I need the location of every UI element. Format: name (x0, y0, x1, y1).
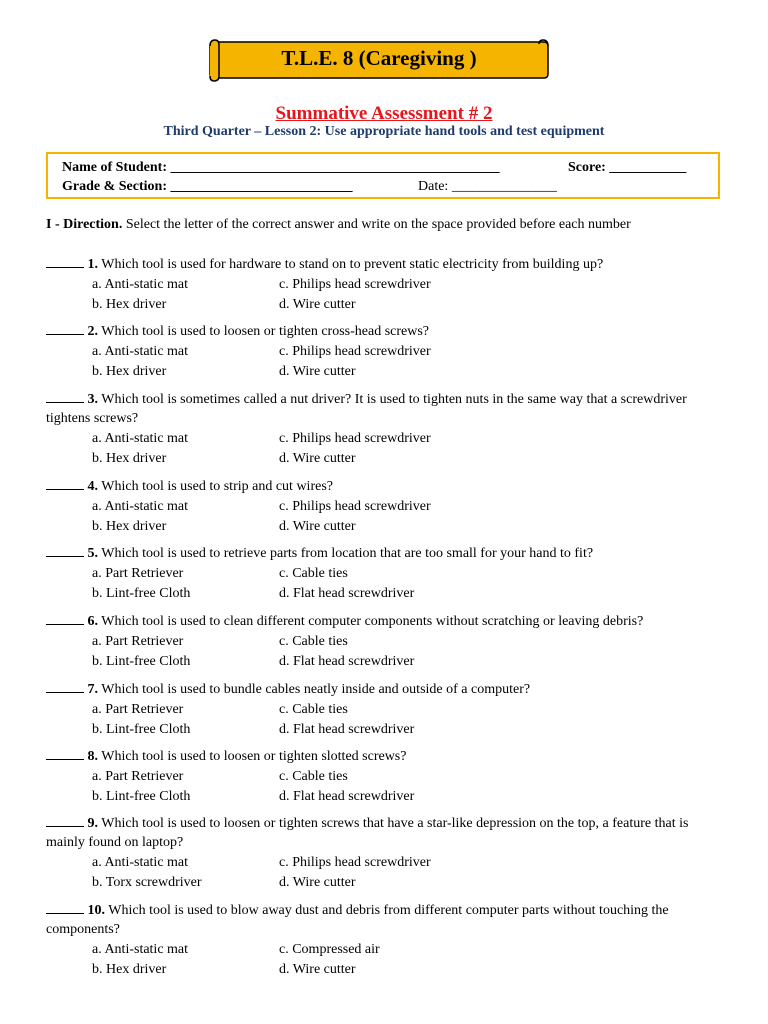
option-a: a. Part Retriever (92, 634, 184, 649)
student-info-box (46, 152, 720, 199)
option-c: c. Philips head screwdriver (279, 855, 431, 870)
question-stem (46, 612, 726, 631)
option-c: c. Cable ties (279, 702, 348, 717)
question-stem (46, 544, 726, 563)
score-label: Score: (568, 160, 606, 175)
option-b: b. Hex driver (92, 519, 167, 534)
option-a: a. Part Retriever (92, 566, 184, 581)
question-stem (46, 390, 726, 428)
question-text: Which tool is used to loosen or tighten screws that have a star-like depression on the top, a feature that is mainly found on laptop? (46, 816, 689, 850)
option-b: b. Hex driver (92, 364, 167, 379)
option-d: d. Wire cutter (279, 875, 356, 890)
option-a: a. Anti-static mat (92, 431, 189, 446)
option-c: c. Cable ties (279, 566, 348, 581)
lesson-title: Third Quarter – Lesson 2: Use appropriate hand tools and test equipment (163, 124, 605, 139)
question-number: 9. (87, 816, 98, 831)
name-field[interactable] (62, 160, 500, 176)
question-stem (46, 680, 726, 699)
option-d: d. Flat head screwdriver (279, 722, 415, 737)
option-d: d. Wire cutter (279, 519, 356, 534)
direction-text (46, 217, 736, 233)
options (46, 767, 726, 807)
question-stem (46, 901, 726, 939)
score-field[interactable] (568, 160, 686, 176)
question-number: 2. (87, 324, 98, 339)
option-b: b. Hex driver (92, 962, 167, 977)
question-item (46, 255, 726, 315)
option-a: a. Part Retriever (92, 702, 184, 717)
answer-blank[interactable] (46, 545, 84, 557)
question-number: 5. (87, 546, 98, 561)
answer-blank[interactable] (46, 613, 84, 625)
question-item (46, 612, 726, 672)
option-a: a. Anti-static mat (92, 855, 189, 870)
option-b: b. Lint-free Cloth (92, 654, 191, 669)
answer-blank[interactable] (46, 815, 84, 827)
question-item (46, 680, 726, 740)
options (46, 632, 726, 672)
question-text: Which tool is used to clean different computer components without scratching or leaving debris? (98, 614, 644, 629)
question-number: 7. (87, 682, 98, 697)
title-banner (208, 38, 550, 82)
question-item (46, 544, 726, 604)
question-stem (46, 747, 726, 766)
question-text: Which tool is used to bundle cables neatly inside and outside of a computer? (98, 682, 531, 697)
option-b: b. Lint-free Cloth (92, 722, 191, 737)
question-stem (46, 322, 726, 341)
question-number: 6. (87, 614, 98, 629)
option-d: d. Wire cutter (279, 962, 356, 977)
question-number: 4. (87, 479, 98, 494)
question-text: Which tool is used to blow away dust and debris from different computer parts without touching the components? (46, 903, 669, 937)
score-line: ___________ (609, 160, 687, 175)
question-text: Which tool is used to loosen or tighten cross-head screws? (98, 324, 430, 339)
name-line: _______________________________________________ (170, 160, 500, 175)
option-c: c. Compressed air (279, 942, 380, 957)
question-stem (46, 814, 726, 852)
assessment-title: Summative Assessment # 2 (275, 103, 493, 124)
answer-blank[interactable] (46, 256, 84, 268)
answer-blank[interactable] (46, 748, 84, 760)
options (46, 564, 726, 604)
question-text: Which tool is sometimes called a nut driver? It is used to tighten nuts in the same way that a screwdriver tightens screws? (46, 392, 687, 426)
name-label: Name of Student: (62, 160, 167, 175)
question-number: 3. (87, 392, 98, 407)
options (46, 853, 726, 893)
option-d: d. Wire cutter (279, 451, 356, 466)
options (46, 940, 726, 980)
date-line: _______________ (451, 179, 557, 194)
question-text: Which tool is used to strip and cut wires? (98, 479, 333, 494)
question-stem (46, 477, 726, 496)
option-b: b. Hex driver (92, 451, 167, 466)
date-field[interactable] (418, 179, 557, 195)
option-c: c. Cable ties (279, 634, 348, 649)
question-item (46, 901, 726, 980)
options (46, 497, 726, 537)
question-item (46, 477, 726, 537)
question-number: 8. (87, 749, 98, 764)
option-a: a. Part Retriever (92, 769, 184, 784)
option-d: d. Flat head screwdriver (279, 586, 415, 601)
option-c: c. Philips head screwdriver (279, 277, 431, 292)
grade-line: __________________________ (170, 179, 353, 194)
option-d: d. Flat head screwdriver (279, 789, 415, 804)
option-d: d. Wire cutter (279, 364, 356, 379)
question-text: Which tool is used to loosen or tighten slotted screws? (98, 749, 407, 764)
option-a: a. Anti-static mat (92, 499, 189, 514)
option-d: d. Wire cutter (279, 297, 356, 312)
option-a: a. Anti-static mat (92, 277, 189, 292)
question-stem (46, 255, 726, 274)
answer-blank[interactable] (46, 323, 84, 335)
answer-blank[interactable] (46, 478, 84, 490)
options (46, 429, 726, 469)
option-b: b. Lint-free Cloth (92, 586, 191, 601)
question-item (46, 390, 726, 469)
option-d: d. Flat head screwdriver (279, 654, 415, 669)
question-number: 10. (87, 903, 105, 918)
direction-label: I - Direction. (46, 217, 123, 232)
answer-blank[interactable] (46, 902, 84, 914)
option-a: a. Anti-static mat (92, 344, 189, 359)
direction-body: Select the letter of the correct answer and write on the space provided before each number (122, 217, 631, 232)
option-b: b. Lint-free Cloth (92, 789, 191, 804)
date-label: Date: (418, 179, 449, 194)
question-item (46, 814, 726, 893)
options (46, 700, 726, 740)
option-c: c. Philips head screwdriver (279, 499, 431, 514)
grade-field[interactable] (62, 179, 352, 195)
option-b: b. Torx screwdriver (92, 875, 202, 890)
option-c: c. Philips head screwdriver (279, 431, 431, 446)
option-c: c. Philips head screwdriver (279, 344, 431, 359)
answer-blank[interactable] (46, 681, 84, 693)
question-item (46, 747, 726, 807)
options (46, 342, 726, 382)
question-item (46, 322, 726, 382)
option-c: c. Cable ties (279, 769, 348, 784)
grade-label: Grade & Section: (62, 179, 167, 194)
option-b: b. Hex driver (92, 297, 167, 312)
document-title: T.L.E. 8 (Caregiving ) (281, 46, 477, 70)
question-text: Which tool is used to retrieve parts from location that are too small for your hand to fit? (98, 546, 594, 561)
answer-blank[interactable] (46, 391, 84, 403)
question-number: 1. (87, 257, 98, 272)
options (46, 275, 726, 315)
question-text: Which tool is used for hardware to stand on to prevent static electricity from building up? (98, 257, 604, 272)
option-a: a. Anti-static mat (92, 942, 189, 957)
